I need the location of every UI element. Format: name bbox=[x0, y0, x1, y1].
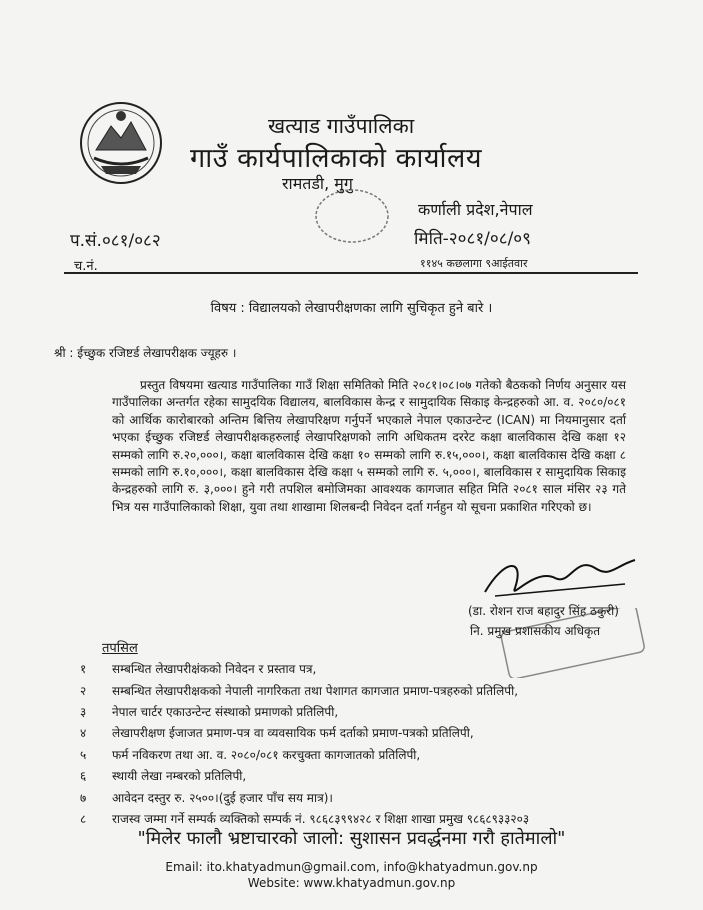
list-text: लेखापरीक्षण ईजाजत प्रमाण-पत्र वा व्यवसायिक फर्म दर्ताको प्रमाण-पत्रको प्रतिलिपी, bbox=[112, 726, 474, 741]
letter-date: मिति-२०८१/०८/०९ bbox=[414, 229, 531, 249]
list-number: २ bbox=[80, 683, 87, 698]
office-stamp-icon bbox=[312, 186, 392, 250]
signature-icon bbox=[475, 548, 645, 608]
list-item bbox=[80, 701, 640, 722]
letter-subject: विषय : विद्यालयको लेखापरीक्षणका लागि सुचिकृत हुने बारे । bbox=[210, 301, 493, 316]
addressee: श्री : ईच्छुक रजिष्टर्ड लेखापरीक्षक ज्यूहरु । bbox=[54, 346, 237, 360]
tapasil-list bbox=[80, 658, 640, 829]
list-number: ७ bbox=[80, 790, 87, 805]
nepal-emblem-icon bbox=[76, 98, 166, 192]
list-item bbox=[80, 765, 640, 786]
tapasil-heading: तपसिल bbox=[102, 641, 138, 656]
signatory-title: नि. प्रमुख प्रशासकीय अधिकृत bbox=[470, 624, 601, 638]
dispatch-number: च.नं. bbox=[74, 259, 98, 274]
list-item bbox=[80, 786, 640, 807]
signatory-name: (डा. रोशन राज बहादुर सिंह ठकुरी) bbox=[468, 604, 619, 618]
list-number: ३ bbox=[80, 704, 87, 719]
list-number: ६ bbox=[80, 769, 87, 784]
list-number: ८ bbox=[80, 811, 87, 826]
office-name: गाउँ कार्यपालिकाको कार्यालय bbox=[190, 143, 482, 174]
list-text: नेपाल चार्टर एकाउन्टेन्ट संस्थाको प्रमाणको प्रतिलिपी, bbox=[112, 704, 339, 719]
municipality-name: खत्याड गाउँपालिका bbox=[268, 114, 415, 138]
list-item bbox=[80, 679, 640, 700]
list-text: स्थायी लेखा नम्बरको प्रतिलिपी, bbox=[112, 769, 247, 784]
list-number: ५ bbox=[80, 747, 87, 762]
list-text: सम्बन्धित लेखापरीक्षंकको निवेदन र प्रस्ताव पत्र, bbox=[112, 662, 317, 677]
list-text: सम्बन्धित लेखापरीक्षकको नेपाली नागरिकता तथा पेशागत कागजात प्रमाण-पत्रहरुको प्रतिलिपी, bbox=[112, 683, 519, 698]
date-note: ११४५ कछलागा ९आईतवार bbox=[420, 257, 528, 270]
list-item bbox=[80, 722, 640, 743]
list-text: आवेदन दस्तुर रु. २५००।(दुई हजार पाँच सय मात्र)। bbox=[112, 790, 333, 805]
list-number: १ bbox=[80, 662, 87, 677]
header-divider bbox=[64, 272, 638, 274]
footer-website: Website: www.khatyadmun.gov.np bbox=[247, 876, 456, 890]
footer-motto: "मिलेर फालौ भ्रष्टाचारको जालो: सुशासन प्रवर्द्धनमा गरौ हातेमालो" bbox=[137, 828, 566, 849]
list-item bbox=[80, 658, 640, 679]
list-text: राजस्व जम्मा गर्ने सम्पर्क व्यक्तिको सम्पर्क नं. ९८६८३९९४२८ र शिक्षा शाखा प्रमुख ९८६८९३३२०३ bbox=[112, 811, 530, 826]
list-text: फर्म नविकरण तथा आ. व. २०८०/०८१ करचुक्ता कागजातको प्रतिलिपी, bbox=[112, 747, 421, 762]
list-item bbox=[80, 744, 640, 765]
province-name: कर्णाली प्रदेश,नेपाल bbox=[418, 200, 533, 219]
list-number: ४ bbox=[80, 726, 87, 741]
office-location: रामतडी, मुगु bbox=[282, 174, 353, 193]
footer-email: Email: ito.khatyadmun@gmail.com, info@khatyadmun.gov.np bbox=[165, 860, 538, 874]
body-paragraph: प्रस्तुत विषयमा खत्याड गाउँपालिका गाउँ शिक्षा समितिको मिति २०८१।०८।०७ गतेको बैठकको निर्णय अनुसार यस गाउँपालिका अन्तर्गत रहेका सामुदयिक विद्यालय, बालविकास केन्द्र र सामुदायिक सिकाइ केन्द्रहरुको आ. व. २०८०/०८१ को आर्थिक कारोबारको अन्तिम बित्तिय लेखापरिक्षण गर्नुपर्ने भएकाले नेपाल एकाउन्टेन्ट (ICAN) मा नियमानुसार दर्ता भएका ईच्छुक रजिष्टर्ड लेखापरीक्षकहरुलाई लेखापरिक्षणको लागि अधिकतम दररेट कक्षा बालविकास देखि कक्षा १२ सम्मको लागि रु.२०,०००।, कक्षा बालविकास देखि कक्षा १० सम्मको लागि रु.१५,०००।, कक्षा बालविकास देखि कक्षा ८ सम्मको लागि रु.१०,०००।, कक्षा बालविकास देखि कक्षा ५ सम्मको लागि रु. ५,०००।, बालविकास र सामुदायिक सिकाइ केन्द्रहरुको लागि रु. ३,०००। हुने गरी तपशिल बमोजिमका आवश्यक कागजात सहित मिति २०८१ साल मंसिर २३ गते भित्र यस गाउँपालिकाको शिक्षा, युवा तथा शाखामा शिलबन्दी निवेदन दर्ता गर्नहुन यो सूचना प्रकाशित गरिएको छ। bbox=[112, 378, 626, 514]
letter-body bbox=[112, 377, 626, 516]
letter-number: प.सं.०८१/०८२ bbox=[70, 231, 161, 251]
